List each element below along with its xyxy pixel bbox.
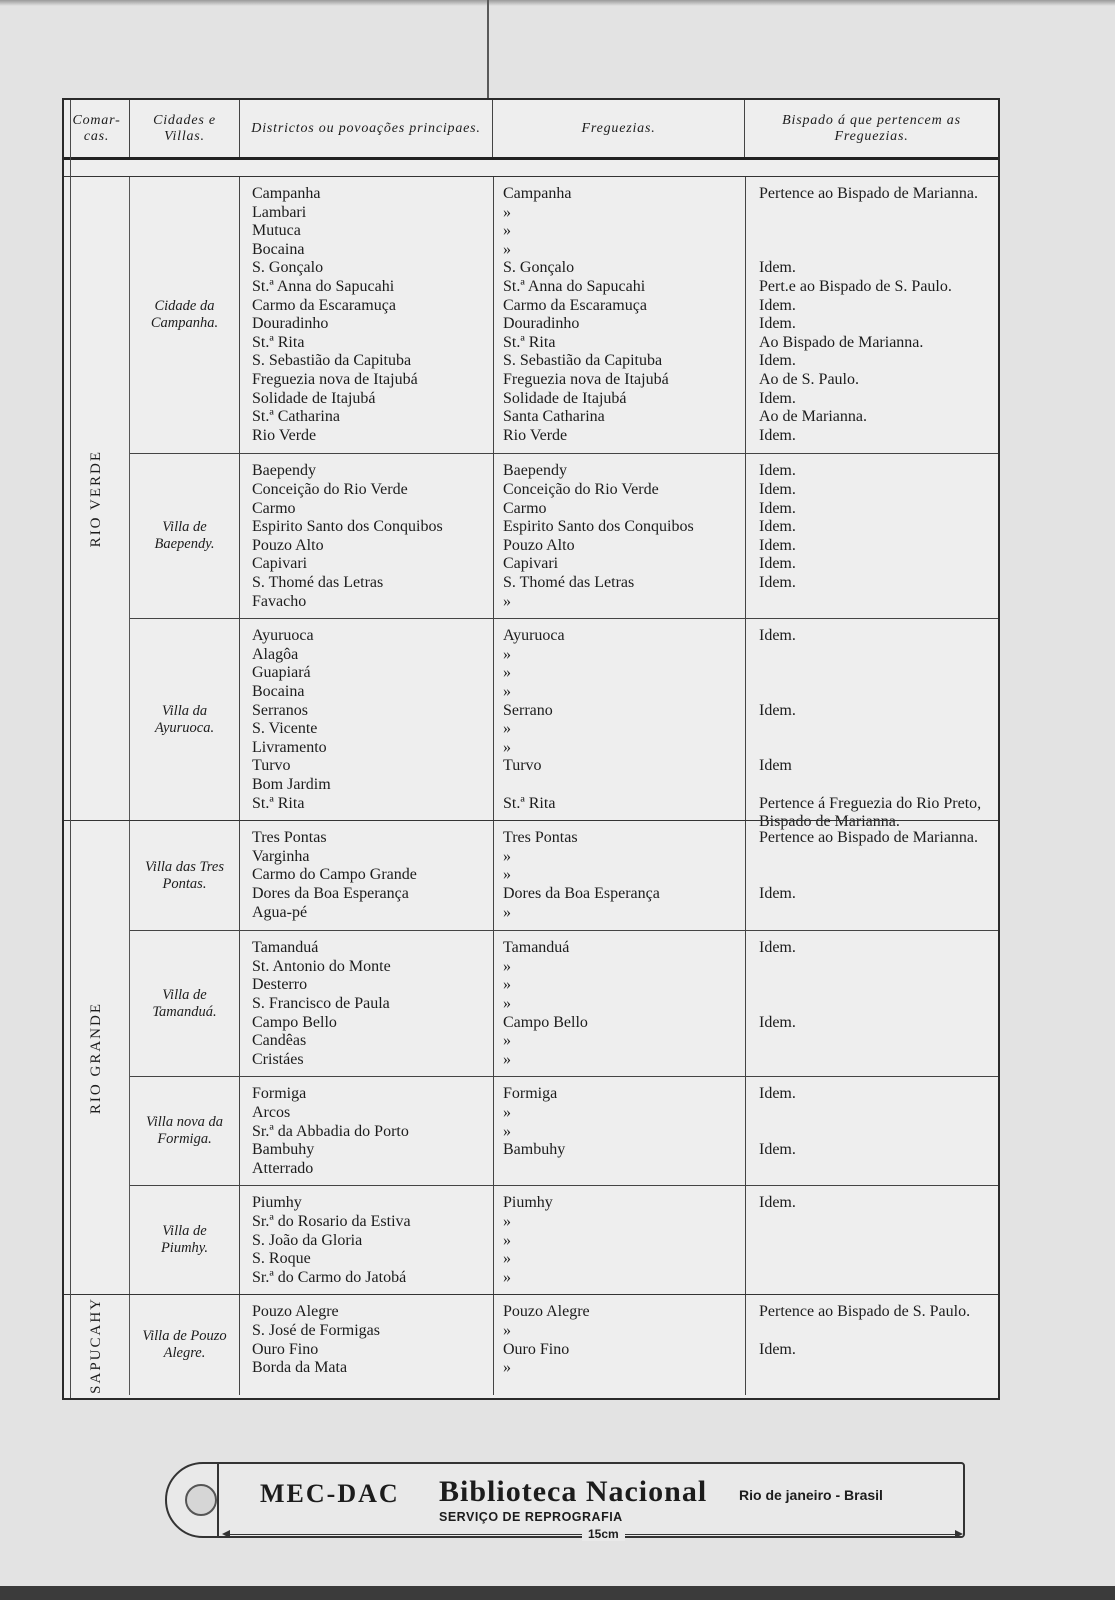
district-cell: Capivari — [252, 555, 308, 573]
freguezia-cell: Conceição do Rio Verde — [503, 480, 659, 498]
comarca-label-cell — [64, 821, 130, 1294]
cidade-block — [130, 1185, 998, 1294]
bispado-cell: Ao Bispado de Marianna. — [759, 333, 924, 351]
comarca-block — [64, 1294, 998, 1395]
district-cell: St.ª Anna do Sapucahi — [252, 277, 395, 295]
bispado-cell — [745, 1104, 998, 1123]
bispado-cell — [745, 1160, 998, 1179]
freguezia-cell: » — [503, 994, 511, 1012]
table-row — [240, 1269, 998, 1288]
table-row — [240, 204, 998, 223]
district-cell: Ouro Fino — [252, 1340, 319, 1358]
district-cell: Rio Verde — [252, 426, 317, 444]
stamp-org: MEC-DAC — [260, 1479, 400, 1508]
freguezia-cell: S. Thomé das Letras — [503, 573, 635, 591]
table-row — [240, 1194, 998, 1213]
district-cell: S. Francisco de Paula — [252, 994, 390, 1012]
table-row — [240, 776, 998, 795]
bispado-cell: Idem. — [759, 315, 796, 333]
table-row — [240, 518, 998, 537]
freguezia-cell: » — [503, 664, 511, 682]
table-row — [240, 297, 998, 316]
table-row — [240, 315, 998, 334]
bispado-cell — [745, 664, 998, 683]
header-bispado: Bispado á que pertencem as Freguezias. — [782, 112, 961, 144]
table-row — [240, 683, 998, 702]
district-cell: Agua-pé — [252, 903, 308, 921]
bispado-cell — [745, 1359, 998, 1378]
bispado-cell — [745, 593, 998, 612]
district-cell: Freguezia nova de Itajubá — [252, 370, 418, 388]
bispado-cell: Idem. — [759, 555, 796, 573]
table-row — [240, 1160, 998, 1179]
freguezia-cell: » — [503, 1359, 511, 1377]
cidade-name: Cidade da Campanha. — [130, 177, 240, 453]
comarca-name: RIO GRANDE — [88, 1001, 104, 1114]
table-row — [240, 1104, 998, 1123]
comarca-block — [64, 820, 998, 1294]
bispado-cell: Idem. — [759, 573, 796, 591]
bispado-cell: Idem. — [759, 1085, 796, 1103]
district-cell: Serranos — [252, 701, 308, 719]
bispado-cell: Idem. — [759, 499, 796, 517]
freguezia-cell: » — [503, 1268, 511, 1286]
freguezia-cell: Espirito Santo dos Conquibos — [503, 518, 694, 536]
table-row — [240, 976, 998, 995]
cidades-column — [130, 821, 998, 1294]
cidade-rows — [240, 619, 998, 820]
district-cell: S. Roque — [252, 1250, 311, 1268]
freguezia-cell: » — [503, 682, 511, 700]
table-row — [240, 1051, 998, 1070]
bispado-cell — [745, 646, 998, 665]
table-row — [240, 185, 998, 204]
bispado-cell — [745, 1123, 998, 1142]
bispado-cell — [745, 241, 998, 260]
district-cell: Pouzo Alto — [252, 536, 324, 554]
freguezia-cell: Rio Verde — [503, 426, 568, 444]
cidade-block — [130, 177, 998, 453]
bispado-cell — [745, 222, 998, 241]
district-cell: Sr.ª da Abbadia do Porto — [252, 1122, 409, 1140]
freguezia-cell: » — [503, 1103, 511, 1121]
cidade-rows — [240, 821, 998, 930]
table-row — [240, 222, 998, 241]
cidade-name: Villa de Pouzo Alegre. — [130, 1295, 240, 1395]
district-cell: Favacho — [252, 592, 307, 610]
table-row — [240, 848, 998, 867]
freguezia-cell: Carmo da Escaramuça — [503, 296, 647, 314]
bispado-cell: Idem. — [759, 462, 796, 480]
freguezia-cell: Serrano — [503, 701, 553, 719]
comarca-name: SAPUCAHY — [88, 1296, 104, 1394]
district-cell: S. João da Gloria — [252, 1231, 363, 1249]
district-cell: Piumhy — [252, 1194, 302, 1212]
freguezia-cell: Freguezia nova de Itajubá — [503, 370, 669, 388]
cidade-name: Villa das Tres Pontas. — [130, 821, 240, 930]
freguezia-cell: » — [503, 847, 511, 865]
bispado-cell — [745, 683, 998, 702]
cidade-block — [130, 453, 998, 618]
district-cell: Lambari — [252, 203, 307, 221]
district-cell: Pouzo Alegre — [252, 1303, 339, 1321]
district-cell: Bocaina — [252, 682, 305, 700]
bispado-cell: Idem. — [759, 259, 796, 277]
table-row — [240, 757, 998, 776]
bispado-cell — [745, 1322, 998, 1341]
table-row — [240, 995, 998, 1014]
freguezia-cell: » — [503, 592, 511, 610]
district-cell: Tamanduá — [252, 939, 319, 957]
bispado-cell: Idem. — [759, 426, 796, 444]
table-row — [240, 500, 998, 519]
table-row — [240, 627, 998, 646]
district-cell: Conceição do Rio Verde — [252, 480, 408, 498]
header-cidades: Cidades e Villas. — [130, 100, 240, 157]
district-cell: Desterro — [252, 976, 308, 994]
table-row — [240, 795, 998, 814]
bispado-cell — [745, 904, 998, 923]
table-row — [240, 537, 998, 556]
cidade-rows — [240, 931, 998, 1076]
table-row — [240, 259, 998, 278]
freguezia-cell: Bambuhy — [503, 1141, 566, 1159]
bispado-cell — [745, 739, 998, 758]
district-cell: Arcos — [252, 1103, 291, 1121]
freguezia-cell: Dores da Boa Esperança — [503, 884, 660, 902]
table-row — [240, 334, 998, 353]
district-cell: St. Antonio do Monte — [252, 957, 391, 975]
table-row — [240, 829, 998, 848]
district-cell: Tres Pontas — [252, 829, 327, 847]
district-cell: Carmo da Escaramuça — [252, 296, 396, 314]
table-row — [240, 1123, 998, 1142]
table-row — [240, 1250, 998, 1269]
table-row — [240, 555, 998, 574]
cidade-block — [130, 930, 998, 1076]
table-row — [240, 593, 998, 612]
header-freguezias: Freguezias. — [493, 100, 745, 157]
freguezia-cell: Campanha — [503, 185, 572, 202]
bispado-cell: Ao de Marianna. — [759, 408, 867, 426]
freguezia-cell: Ouro Fino — [503, 1340, 570, 1358]
district-cell: Alagôa — [252, 645, 299, 663]
district-cell: S. Thomé das Letras — [252, 573, 384, 591]
stamp-service: SERVIÇO DE REPROGRAFIA — [439, 1510, 623, 1524]
table-row — [240, 904, 998, 923]
district-cell: Dores da Boa Esperança — [252, 884, 409, 902]
bispado-cell: Idem. — [759, 536, 796, 554]
table-row — [240, 278, 998, 297]
bispado-cell: Idem. — [759, 352, 796, 370]
freguezia-cell: Pouzo Alegre — [503, 1303, 590, 1321]
header-districtos: Districtos ou povoações principaes. — [240, 100, 493, 157]
bispado-cell: Idem. — [759, 1013, 796, 1031]
bispado-cell: Idem. — [759, 296, 796, 314]
district-cell: Formiga — [252, 1085, 307, 1103]
freguezia-cell: » — [503, 738, 511, 756]
bispado-cell — [745, 976, 998, 995]
freguezia-cell: » — [503, 1050, 511, 1068]
district-cell: Mutuca — [252, 222, 301, 240]
table-row — [240, 664, 998, 683]
freguezia-cell: » — [503, 1212, 511, 1230]
district-cell: Guapiará — [252, 664, 311, 682]
cidade-rows — [240, 1077, 998, 1185]
header-double-rule — [64, 160, 998, 177]
table-row — [240, 574, 998, 593]
freguezia-cell: » — [503, 976, 511, 994]
bispado-cell: Idem. — [759, 627, 796, 645]
cidade-name: Villa de Piumhy. — [130, 1186, 240, 1294]
bispado-cell — [745, 720, 998, 739]
bispado-cell — [745, 1269, 998, 1288]
freguezia-cell: Pouzo Alto — [503, 536, 575, 554]
freguezia-cell: » — [503, 645, 511, 663]
bispado-cell — [745, 1250, 998, 1269]
freguezia-cell: Campo Bello — [503, 1013, 588, 1031]
freguezia-cell — [493, 1160, 745, 1179]
table-row — [240, 427, 998, 446]
table-row — [240, 462, 998, 481]
table-row — [240, 866, 998, 885]
bispado-cell — [745, 866, 998, 885]
freguezia-cell: » — [503, 1122, 511, 1140]
district-cell: Solidade de Itajubá — [252, 389, 376, 407]
table-row — [240, 1232, 998, 1251]
freguezia-cell: » — [503, 1231, 511, 1249]
bispado-cell — [745, 848, 998, 867]
freguezia-cell: S. Gonçalo — [503, 259, 575, 277]
header-comarcas: Comar-cas. — [64, 100, 130, 157]
cidade-rows — [240, 1295, 998, 1395]
freguezia-cell: Capivari — [503, 555, 559, 573]
table-row — [240, 958, 998, 977]
bispado-cell: Idem. — [759, 480, 796, 498]
cidade-name: Villa nova da Formiga. — [130, 1077, 240, 1185]
bispado-cell: Idem. — [759, 1194, 796, 1212]
bispado-cell: Pertence ao Bispado de Marianna. — [759, 829, 979, 847]
freguezia-cell: Tres Pontas — [503, 829, 578, 847]
table-row — [240, 1303, 998, 1322]
district-cell: S. Gonçalo — [252, 259, 324, 277]
freguezia-cell: » — [503, 866, 511, 884]
stamp-library: Biblioteca Nacional — [439, 1475, 708, 1508]
district-cell: Campanha — [252, 185, 321, 202]
freguezia-cell: St.ª Rita — [503, 794, 556, 812]
freguezia-cell: Baependy — [503, 462, 567, 480]
district-cell: Cristáes — [252, 1050, 304, 1068]
bispado-cell — [745, 995, 998, 1014]
table-row — [240, 702, 998, 721]
cidade-block — [130, 1076, 998, 1185]
district-cell: S. Vicente — [252, 720, 318, 738]
table-row — [240, 241, 998, 260]
district-cell: Ayuruoca — [252, 627, 314, 645]
freguezia-cell: S. Sebastião da Capituba — [503, 352, 663, 370]
cidades-column — [130, 1295, 998, 1395]
bispado-cell: Idem. — [759, 1340, 796, 1358]
comarca-block — [64, 177, 998, 820]
district-cell: Campo Bello — [252, 1013, 337, 1031]
table-row — [240, 1014, 998, 1033]
freguezia-cell: Carmo — [503, 499, 547, 517]
district-cell: Carmo — [252, 499, 296, 517]
freguezia-cell: Tamanduá — [503, 939, 570, 957]
fold-line — [487, 0, 489, 100]
scan-bottom-band — [0, 1586, 1115, 1600]
comarca-label-cell — [64, 1295, 130, 1395]
table-row — [240, 1359, 998, 1378]
table-row — [240, 408, 998, 427]
freguezia-cell: » — [503, 222, 511, 240]
district-cell: Candêas — [252, 1032, 307, 1050]
punch-hole — [185, 1484, 217, 1516]
freguezia-cell: St.ª Rita — [503, 333, 556, 351]
bispado-cell — [745, 1232, 998, 1251]
bispado-cell: Pert.e ao Bispado de S. Paulo. — [759, 277, 952, 295]
freguezia-cell: » — [503, 720, 511, 738]
bispado-cell: Pertence á Freguezia do Rio Preto, — [759, 794, 982, 812]
comarca-label-cell — [64, 177, 130, 820]
bispado-cell — [745, 1032, 998, 1051]
district-cell: St.ª Catharina — [252, 408, 340, 426]
freguezia-cell: Santa Catharina — [503, 408, 605, 426]
table-row — [240, 1032, 998, 1051]
bispado-cell: Idem. — [759, 939, 796, 957]
table-row — [240, 352, 998, 371]
table-row — [240, 1141, 998, 1160]
table-row — [240, 720, 998, 739]
cidade-block — [130, 618, 998, 820]
district-cell: Borda da Mata — [252, 1359, 348, 1377]
freguezia-cell: St.ª Anna do Sapucahi — [503, 277, 646, 295]
freguezia-cell: Formiga — [503, 1085, 558, 1103]
district-cell: Livramento — [252, 738, 327, 756]
freguezia-cell: » — [503, 1032, 511, 1050]
district-cell: St.ª Rita — [252, 794, 305, 812]
table-row — [240, 481, 998, 500]
table-body — [64, 177, 998, 1395]
district-cell: Bom Jardim — [252, 775, 331, 793]
table-header — [64, 100, 998, 160]
freguezia-cell — [493, 776, 745, 795]
freguezia-cell: Ayuruoca — [503, 627, 565, 645]
cidade-block — [130, 1295, 998, 1395]
table-row — [240, 739, 998, 758]
cidade-name: Villa da Ayuruoca. — [130, 619, 240, 820]
district-cell: Espirito Santo dos Conquibos — [252, 518, 443, 536]
freguezia-cell: » — [503, 1321, 511, 1339]
freguezia-cell: » — [503, 1250, 511, 1268]
cidade-block — [130, 821, 998, 930]
district-cell: Bocaina — [252, 240, 305, 258]
bispado-cell — [745, 1051, 998, 1070]
scale-label: 15cm — [582, 1527, 625, 1541]
stamp-divider — [217, 1464, 219, 1536]
cidade-name: Villa de Tamanduá. — [130, 931, 240, 1076]
bispado-cell: Idem — [759, 757, 792, 775]
freguezia-cell: » — [503, 203, 511, 221]
bispado-cell: Ao de S. Paulo. — [759, 370, 859, 388]
freguezia-cell: » — [503, 240, 511, 258]
table-row — [240, 1341, 998, 1360]
freguezia-cell: Turvo — [503, 757, 542, 775]
cidades-column — [130, 177, 998, 820]
bispado-cell: Idem. — [759, 701, 796, 719]
table-row — [240, 1085, 998, 1104]
bispado-cell — [745, 1213, 998, 1232]
district-cell: Turvo — [252, 757, 291, 775]
district-cell: Bambuhy — [252, 1141, 315, 1159]
cidade-rows — [240, 454, 998, 618]
district-cell: Carmo do Campo Grande — [252, 866, 417, 884]
bispado-cell — [745, 776, 998, 795]
freguezia-cell: Douradinho — [503, 315, 580, 333]
parish-table — [62, 98, 1000, 1400]
district-cell: Varginha — [252, 847, 310, 865]
table-row — [240, 1213, 998, 1232]
table-row — [240, 390, 998, 409]
bispado-cell: Idem. — [759, 884, 796, 902]
cidade-rows — [240, 1186, 998, 1294]
bispado-cell: Idem. — [759, 518, 796, 536]
bispado-cell — [745, 958, 998, 977]
district-cell: Baependy — [252, 462, 316, 480]
district-cell: Sr.ª do Rosario da Estiva — [252, 1212, 411, 1230]
table-row — [240, 885, 998, 904]
district-cell: St.ª Rita — [252, 333, 305, 351]
bispado-cell: Pertence ao Bispado de S. Paulo. — [759, 1303, 971, 1321]
cidade-name: Villa de Baependy. — [130, 454, 240, 618]
cidade-rows — [240, 177, 998, 453]
freguezia-cell: » — [503, 957, 511, 975]
district-cell: Douradinho — [252, 315, 329, 333]
bispado-cell: Pertence ao Bispado de Marianna. — [759, 185, 979, 202]
table-row — [240, 939, 998, 958]
table-row — [240, 1322, 998, 1341]
district-cell: S. José de Formigas — [252, 1321, 380, 1339]
bispado-cell: Idem. — [759, 389, 796, 407]
district-cell: S. Sebastião da Capituba — [252, 352, 412, 370]
bispado-cell — [745, 204, 998, 223]
comarca-name: RIO VERDE — [88, 449, 104, 548]
freguezia-cell: » — [503, 903, 511, 921]
bispado-cell: Idem. — [759, 1141, 796, 1159]
freguezia-cell: Piumhy — [503, 1194, 553, 1212]
scan-top-shadow — [0, 0, 1115, 6]
stamp-location: Rio de janeiro - Brasil — [739, 1487, 883, 1503]
freguezia-cell: Solidade de Itajubá — [503, 389, 627, 407]
district-cell: Atterrado — [252, 1159, 314, 1177]
table-row — [240, 371, 998, 390]
table-row — [240, 646, 998, 665]
library-stamp — [165, 1462, 965, 1541]
district-cell: Sr.ª do Carmo do Jatobá — [252, 1268, 407, 1286]
